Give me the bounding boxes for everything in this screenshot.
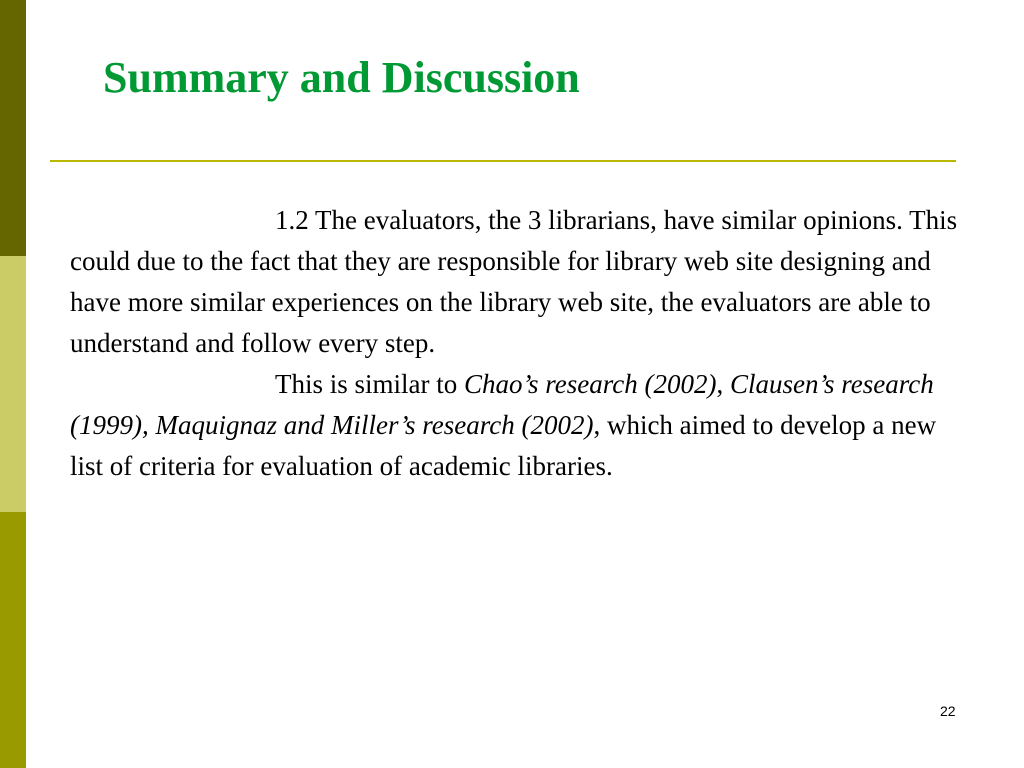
paragraph-1: 1.2 The evaluators, the 3 librarians, have similar opinions. This could due to the fact that they are responsible for library web site designing and have more similar experiences on the library web site, the evaluators are able to understand and follow every step. xyxy=(70,205,958,358)
paragraph-2-tail: , which aimed to develop a new list of criteria for evaluation of academic libraries. xyxy=(70,410,937,481)
citation-clausen-maquignaz-miller: Clausen’s research (1999), Maquignaz and Miller’s research (2002) xyxy=(70,369,934,440)
side-bar-bottom-segment xyxy=(0,512,26,768)
side-bar-top-segment xyxy=(0,0,26,256)
decorative-side-bar xyxy=(0,0,26,768)
citation-chao: Chao’s research (2002) xyxy=(464,369,717,399)
citation-separator: , xyxy=(716,369,730,399)
slide-title: Summary and Discussion xyxy=(103,53,580,102)
slide-body xyxy=(70,200,960,487)
side-bar-middle-segment xyxy=(0,256,26,512)
page-number: 22 xyxy=(940,703,956,719)
paragraph-2-lead: This is similar to xyxy=(275,369,464,399)
title-divider xyxy=(50,160,956,162)
paragraph-2 xyxy=(70,364,960,487)
